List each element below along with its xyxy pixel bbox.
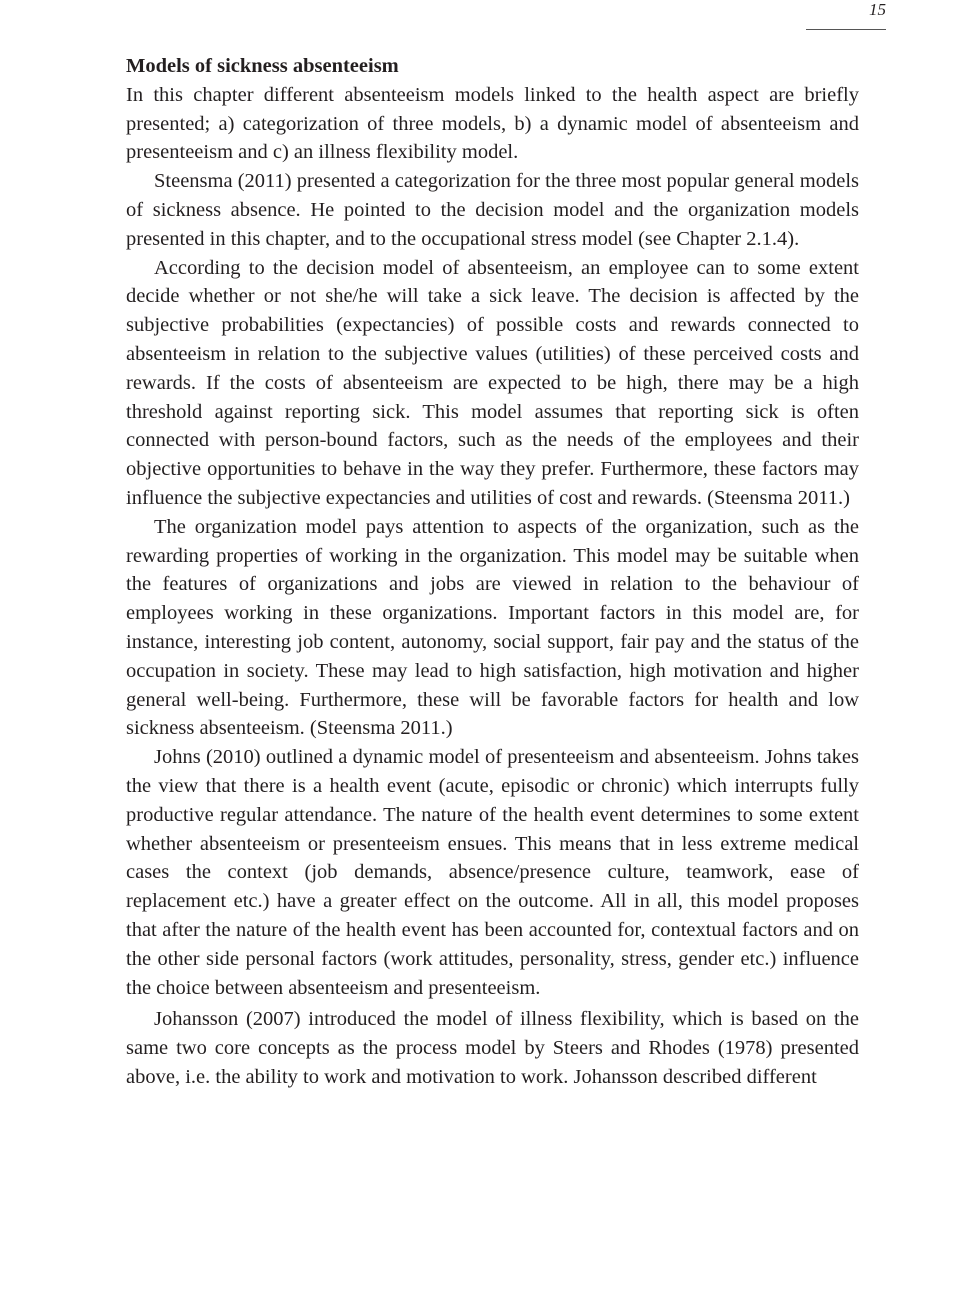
- main-content: [126, 52, 859, 1092]
- section-heading: Models of sickness absenteeism: [126, 55, 399, 77]
- paragraph-illness-flexibility: Johansson (2007) introduced the model of illness flexibility, which is based on the same two core concepts as the process model by Steers and Rhodes (1978) presented above, i.e. the ability to work and motivation to work. Johansson described different: [126, 1008, 859, 1088]
- paragraph-decision-model: According to the decision model of absenteeism, an employee can to some extent decide whether or not she/he will take a sick leave. The decision is affected by the subjective probabilities (expectancies) of possible costs and rewards connected to absenteeism in relation to the subjective values (utilities) of these perceived costs and rewards. If the costs of absenteeism are expected to be high, there may be a high threshold against reporting sick. This model assumes that reporting sick is often connected with person-bound factors, such as the needs of the employees and their objective opportunities to behave in the way they prefer. Furthermore, these factors may influence the subjective expectancies and utilities of cost and rewards. (Steensma 2011.): [126, 256, 859, 509]
- paragraph-intro: In this chapter different absenteeism models linked to the health aspect are briefly presented; a) categorization of three models, b) a dynamic model of absenteeism and presenteeism and c) an illness flexibility model.: [126, 83, 859, 164]
- header-rule: [806, 29, 886, 30]
- paragraph-organization-model: The organization model pays attention to aspects of the organization, such as the rewarding properties of working in the organization. This model may be suitable when the features of organizations and jobs are viewed in relation to the behaviour of employees working in these organizations. Important factors in this model are, for instance, interesting job content, autonomy, social support, fair pay and the status of the occupation in society. These may lead to high satisfaction, high motivation and higher general well-being. Furthermore, these will be favorable factors for health and low sickness absenteeism. (Steensma 2011.): [126, 515, 859, 740]
- paragraph-steensma: Steensma (2011) presented a categorization for the three most popular general models of sickness absence. He pointed to the decision model and the organization models presented in this chapter, and to the occupational stress model (see Chapter 2.1.4).: [126, 170, 859, 250]
- paragraph-dynamic-model: Johns (2010) outlined a dynamic model of presenteeism and absenteeism. Johns takes the view that there is a health event (acute, episodic or chronic) which interrupts fully productive regular attendance. The nature of the health event determines to some extent whether absenteeism or presenteeism ensues. This means that in less extreme medical cases the context (job demands, absence/presence culture, teamwork, ease of replacement etc.) have a greater effect on the outcome. All in all, this model proposes that after the nature of the health event has been accounted for, contextual factors and on the other side personal factors (work attitudes, personality, stress, gender etc.) influence the choice between absenteeism and presenteeism.: [126, 746, 859, 999]
- page-number: 15: [869, 0, 886, 19]
